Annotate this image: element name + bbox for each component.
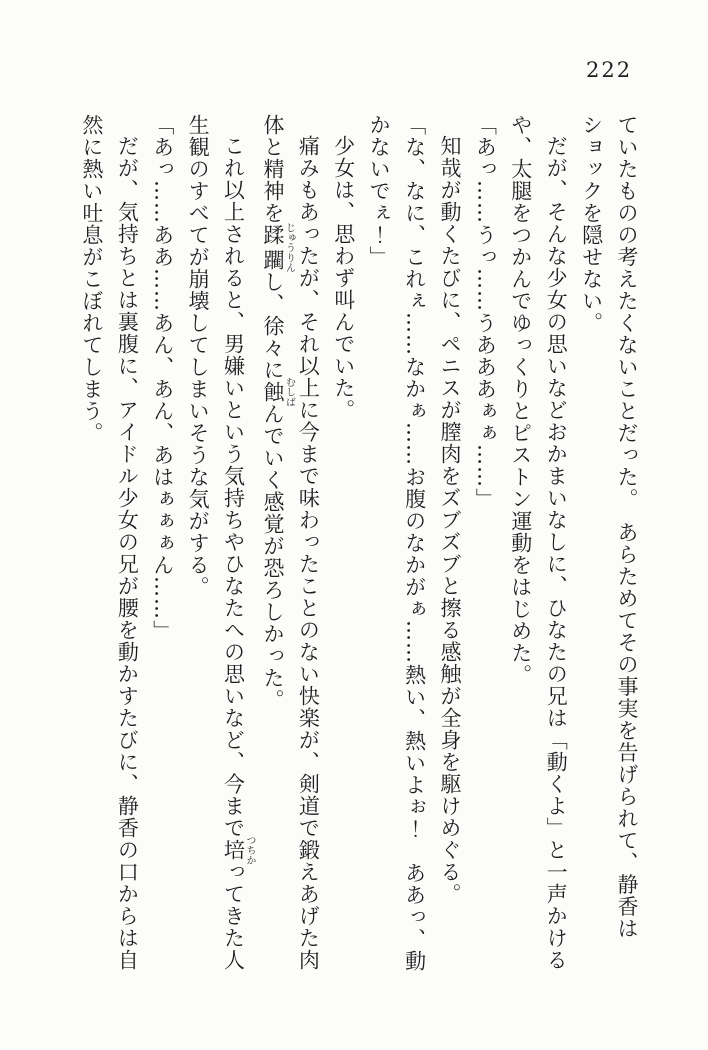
paragraph-narrative: だが、気持ちとは裏腹に、アイドル少女の兄が腰を動かすたびに、静香の口からは自然に熱い吐息がこぼれてしまう。 [79,114,140,971]
paragraph-narrative: だが、そんな少女の思いなどおかまいなしに、ひなたの兄は「動くよ」と一声かけるや、太腿をつかんでゆっくりとピストン運動をはじめた。 [508,114,569,971]
ruby-annotated-word: 蝕むしば [260,377,295,407]
page-number: 222 [586,58,633,82]
paragraph-narrative: 少女は、思わず叫んでいた。 [331,135,356,421]
text-block [74,114,645,972]
paragraph-dialogue: 「あっ……うっ……うあああぁぁ……」 [473,114,498,510]
paragraph-narrative: 知哉が動くたびに、ペニスが膣肉をズブズブと擦る感触が全身を駆けめぐる。 [437,135,462,905]
paragraph-dialogue: 「あっ……ああ……あん、あん、あはぁぁぁん……」 [150,114,175,642]
ruby-annotated-word: 蹂躙じゅうりん [260,222,295,273]
ruby-annotated-word: 培つちか [221,835,256,865]
paragraph-continuation: ていたものの考えたくないことだった。 あらためてその事実を告げられて、静香はショックを隠せない。 [579,114,639,940]
paragraph-narrative: 痛みもあったが、それ以上に今まで味わったことのない快楽が、剣道で鍛えあげた肉体と精神を蹂躙じゅうりんし、徐々に蝕むしばんでいく感覚が恐ろしかった。 [260,114,321,971]
paragraph-dialogue: 「な、なに、これぇ……なかぁ……お腹のなかがぁ……熱い、熱いよぉ！ ああっ、動かないでぇ！」 [367,114,427,972]
paragraph-narrative: これ以上されると、男嫌いという気持ちやひなたへの思いなど、今まで培つちかってきた人生観のすべてが崩壊してしまいそうな気がする。 [186,114,256,971]
